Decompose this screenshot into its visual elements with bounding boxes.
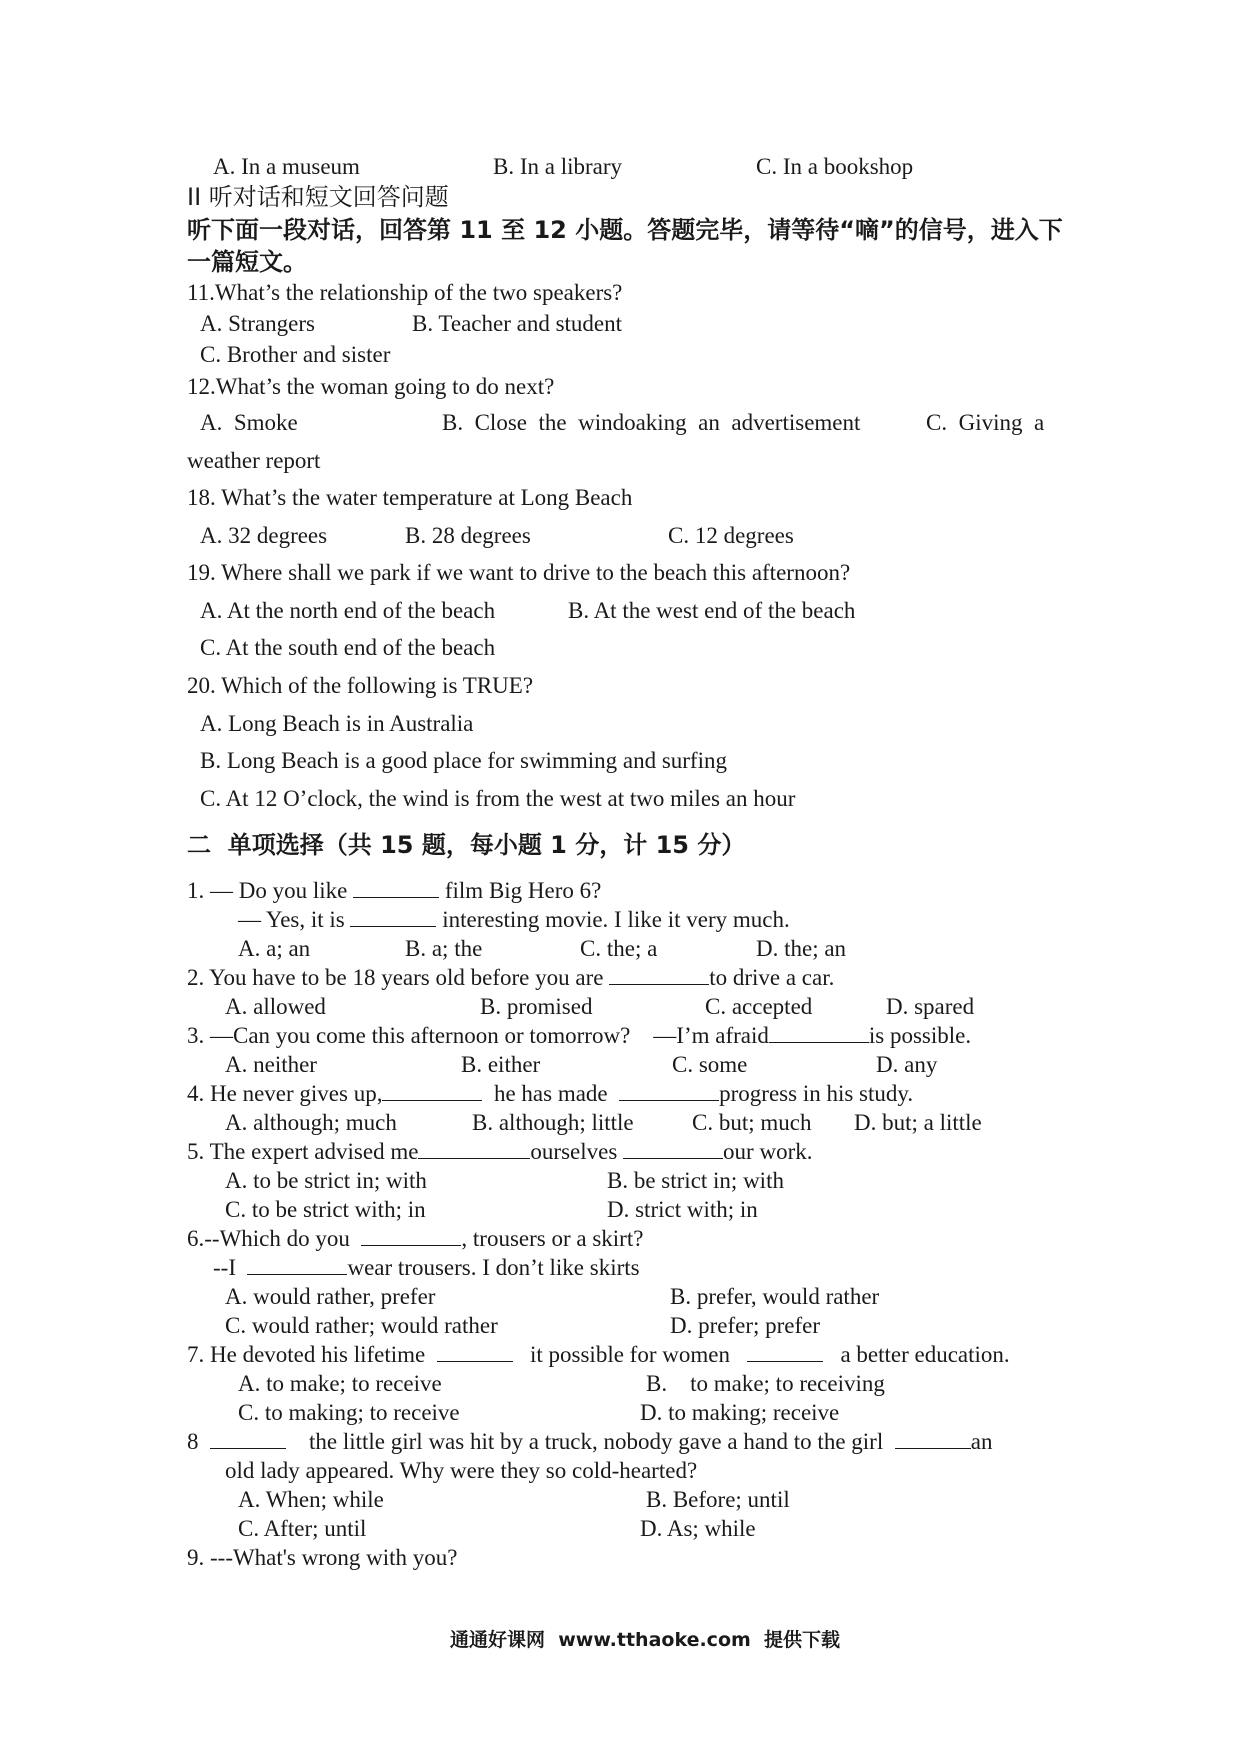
option: A. to be strict in; with [225,1168,427,1193]
answer-blank [619,1080,719,1101]
option: B. Before; until [646,1487,790,1512]
option: C. accepted [705,994,813,1019]
option: A. Strangers [200,311,315,336]
option: B. be strict in; with [607,1168,784,1193]
question-stem: 11.What’s the relationship of the two speakers? [187,280,623,305]
option: A. At the north end of the beach [200,598,496,623]
option: D. prefer; prefer [670,1313,821,1338]
option: D. the; an [756,936,847,961]
option: A. Long Beach is in Australia [200,711,474,736]
option: B. to make; to receiving [646,1371,885,1396]
question-stem: 18. What’s the water temperature at Long Beach [187,485,633,510]
question-stem: --I wear trousers. I don’t like skirts [213,1255,640,1280]
answer-blank [747,1341,823,1362]
q10-option-b: B. In a library [493,154,623,179]
option: A. a; an [238,936,311,961]
option: C. would rather; would rather [225,1313,498,1338]
option: C. the; a [580,936,658,961]
option: C. to be strict with; in [225,1197,426,1222]
question-stem: 19. Where shall we park if we want to drive to the beach this afternoon? [187,560,851,585]
option: A. 32 degrees [200,523,328,548]
answer-blank [382,1080,482,1101]
option: D. any [876,1052,938,1077]
option: B. promised [480,994,593,1019]
option: B. prefer, would rather [670,1284,880,1309]
option: B. Long Beach is a good place for swimming and surfing [200,748,727,773]
option: B. a; the [405,936,483,961]
option: B. At the west end of the beach [568,598,856,623]
question-stem: 9. ---What's wrong with you? [187,1545,458,1570]
option: A. When; while [238,1487,384,1512]
answer-blank [353,877,439,898]
footer-text: 通通好课网 www.tthaoke.com 提供下载 [450,1629,841,1651]
option: B. either [461,1052,541,1077]
section-instruction: 一篇短文。 [187,248,307,276]
section-heading: II 听对话和短文回答问题 [187,183,449,211]
option: B. 28 degrees [405,523,531,548]
answer-blank [895,1428,971,1449]
option: C. Brother and sister [200,342,391,367]
answer-blank [623,1138,723,1159]
q10-option-c: C. In a bookshop [756,154,914,179]
option: C. After; until [238,1516,367,1541]
option: C. At 12 O’clock, the wind is from the west at two miles an hour [200,786,796,811]
option: D. to making; receive [640,1400,840,1425]
answer-blank [418,1138,530,1159]
question-stem: 20. Which of the following is TRUE? [187,673,534,698]
section-instruction: 听下面一段对话，回答第 11 至 12 小题。答题完毕，请等待“嘀”的信号，进入下 [187,216,1063,244]
option: A. neither [225,1052,317,1077]
option: C. but; much [692,1110,812,1135]
option: B. although; little [472,1110,634,1135]
option: D. As; while [640,1516,756,1541]
question-stem: — Yes, it is interesting movie. I like it very much. [238,907,790,932]
question-stem: 8 the little girl was hit by a truck, nobody gave a hand to the girl an [187,1429,993,1454]
option: A. although; much [225,1110,397,1135]
option: D. but; a little [854,1110,982,1135]
option: D. spared [886,994,975,1019]
option: A. to make; to receive [238,1371,442,1396]
answer-blank [609,964,709,985]
option: B. Close the windoaking an advertisement [442,410,861,435]
answer-blank [247,1254,347,1275]
option: A. allowed [225,994,326,1019]
question-stem: 3. —Can you come this afternoon or tomorrow? —I’m afraid is possible. [187,1023,972,1048]
option: A. would rather, prefer [225,1284,436,1309]
answer-blank [437,1341,513,1362]
q10-option-a: A. In a museum [213,154,360,179]
option: C. At the south end of the beach [200,635,496,660]
option: A. Smoke [200,410,298,435]
question-stem: 1. — Do you like film Big Hero 6? [187,878,602,903]
question-stem: 12.What’s the woman going to do next? [187,374,555,399]
option: C. to making; to receive [238,1400,460,1425]
question-stem: 7. He devoted his lifetime it possible for women a better education. [187,1342,1010,1367]
part-heading: 二 单项选择（共 15 题，每小题 1 分，计 15 分） [187,831,746,859]
question-stem: 4. He never gives up, he has made progress in his study. [187,1081,914,1106]
option: C. some [672,1052,748,1077]
option: weather report [187,448,321,473]
option: B. Teacher and student [412,311,623,336]
answer-blank [769,1022,869,1043]
question-stem: 2. You have to be 18 years old before you are to drive a car. [187,965,835,990]
answer-blank [350,906,436,927]
answer-blank [361,1225,461,1246]
option: C. 12 degrees [668,523,794,548]
question-stem: old lady appeared. Why were they so cold-hearted? [225,1458,698,1483]
question-stem: 5. The expert advised me ourselves our work. [187,1139,813,1164]
option: D. strict with; in [607,1197,758,1222]
answer-blank [210,1428,286,1449]
question-stem: 6.--Which do you , trousers or a skirt? [187,1226,644,1251]
option: C. Giving a [926,410,1045,435]
